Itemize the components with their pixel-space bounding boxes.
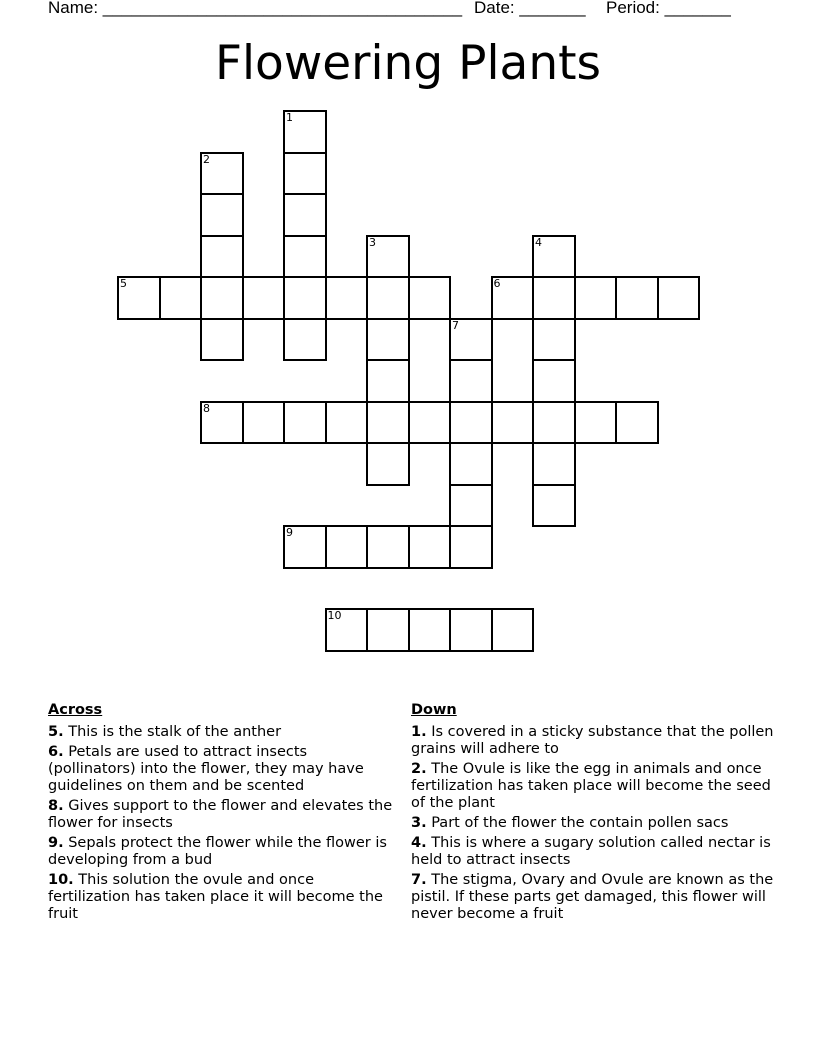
grid-cell[interactable] xyxy=(366,525,410,569)
clue-number: 2 xyxy=(203,152,210,166)
clue-number: 3. xyxy=(411,815,427,831)
grid-cell[interactable] xyxy=(615,276,659,320)
across-clue xyxy=(48,798,398,832)
grid-cell[interactable] xyxy=(283,193,327,237)
clue-number: 7. xyxy=(411,872,427,888)
clue-text: Sepals protect the flower while the flower is developing from a bud xyxy=(48,835,387,868)
grid-cell[interactable] xyxy=(366,276,410,320)
grid-cell[interactable] xyxy=(366,401,410,445)
clue-text: Gives support to the flower and elevates the flower for insects xyxy=(48,798,393,831)
clue-text: Petals are used to attract insects (pollinators) into the flower, they may have guidelines on them and be scented xyxy=(48,744,364,794)
clue-number: 5 xyxy=(120,277,127,290)
down-clue xyxy=(411,835,776,869)
grid-cell[interactable] xyxy=(366,442,410,486)
page-title: Flowering Plants xyxy=(214,36,602,91)
grid-cell[interactable] xyxy=(532,318,576,362)
grid-cell[interactable] xyxy=(532,401,576,445)
clue-number: 6 xyxy=(493,277,501,290)
across-clue xyxy=(48,724,398,741)
clue-text: The Ovule is like the egg in animals and once fertilization has taken place will become the seed of the plant xyxy=(411,761,771,811)
grid-cell[interactable] xyxy=(408,401,452,445)
clue-number: 1 xyxy=(286,111,293,124)
grid-cell[interactable] xyxy=(117,276,161,320)
grid-cell[interactable] xyxy=(449,359,493,403)
clue-text: This is the stalk of the anther xyxy=(68,724,282,740)
clue-text: This solution the ovule and once fertilization has taken place it will become the fruit xyxy=(48,872,383,922)
grid-cell[interactable] xyxy=(574,401,618,445)
across-clue xyxy=(48,835,398,869)
grid-cell[interactable] xyxy=(408,525,452,569)
period-field[interactable]: Period: _______ xyxy=(606,0,731,17)
clue-text: The stigma, Ovary and Ovule are known as the pistil. If these parts get damaged, this flower will never become a fruit xyxy=(411,872,774,922)
down-clue xyxy=(411,761,776,812)
clue-number: 9. xyxy=(48,835,64,851)
clue-number: 10. xyxy=(48,872,74,888)
grid-cell[interactable] xyxy=(408,608,452,652)
clue-number: 4 xyxy=(535,235,542,249)
grid-cell[interactable] xyxy=(491,401,535,445)
across-clue xyxy=(48,744,398,795)
down-heading: Down xyxy=(411,702,457,718)
grid-cell[interactable] xyxy=(325,276,369,320)
grid-cell[interactable] xyxy=(532,235,576,279)
grid-cell[interactable] xyxy=(449,484,493,528)
grid-cell[interactable] xyxy=(491,276,535,320)
grid-cell[interactable] xyxy=(325,401,369,445)
clue-number: 8. xyxy=(48,798,64,814)
clue-number: 10 xyxy=(327,609,342,622)
grid-cell[interactable] xyxy=(283,525,327,569)
grid-cell[interactable] xyxy=(532,276,576,320)
across-clues xyxy=(48,700,398,926)
grid-cell[interactable] xyxy=(366,235,410,279)
clue-number: 8 xyxy=(203,401,210,415)
down-clue xyxy=(411,724,776,758)
grid-cell[interactable] xyxy=(283,235,327,279)
grid-cell[interactable] xyxy=(449,318,493,362)
grid-cell[interactable] xyxy=(200,235,244,279)
across-clue xyxy=(48,872,398,923)
down-clue xyxy=(411,872,776,923)
grid-cell[interactable] xyxy=(408,276,452,320)
grid-cell[interactable] xyxy=(200,318,244,362)
grid-cell[interactable] xyxy=(325,608,369,652)
clue-number: 7 xyxy=(452,318,459,332)
down-clues xyxy=(411,700,776,926)
grid-cell[interactable] xyxy=(283,401,327,445)
grid-cell[interactable] xyxy=(574,276,618,320)
clue-number: 3 xyxy=(369,235,376,249)
grid-cell[interactable] xyxy=(449,608,493,652)
clue-text: This is where a sugary solution called nectar is held to attract insects xyxy=(411,835,771,868)
grid-cell[interactable] xyxy=(283,110,327,154)
grid-cell[interactable] xyxy=(532,484,576,528)
down-clue-list xyxy=(411,724,776,923)
grid-cell[interactable] xyxy=(449,442,493,486)
clue-number: 5. xyxy=(48,724,64,740)
grid-cell[interactable] xyxy=(366,318,410,362)
grid-cell[interactable] xyxy=(449,525,493,569)
grid-cell[interactable] xyxy=(366,608,410,652)
grid-cell[interactable] xyxy=(200,401,244,445)
clue-number: 1. xyxy=(411,724,427,740)
grid-cell[interactable] xyxy=(532,442,576,486)
clue-text: Part of the flower the contain pollen sacs xyxy=(431,815,729,831)
name-field[interactable]: Name: ______________________________________ xyxy=(48,0,463,17)
grid-cell[interactable] xyxy=(242,401,286,445)
grid-cell[interactable] xyxy=(366,359,410,403)
grid-cell[interactable] xyxy=(283,152,327,196)
clue-text: Is covered in a sticky substance that the pollen grains will adhere to xyxy=(411,724,774,757)
grid-cell[interactable] xyxy=(283,276,327,320)
clue-number: 9 xyxy=(286,526,293,539)
grid-cell[interactable] xyxy=(200,193,244,237)
grid-cell[interactable] xyxy=(532,359,576,403)
date-field[interactable]: Date: _______ xyxy=(474,0,586,17)
grid-cell[interactable] xyxy=(242,276,286,320)
grid-cell[interactable] xyxy=(200,276,244,320)
grid-cell[interactable] xyxy=(325,525,369,569)
clue-number: 4. xyxy=(411,835,427,851)
clue-number: 6. xyxy=(48,744,64,760)
grid-cell[interactable] xyxy=(615,401,659,445)
down-clue xyxy=(411,815,776,832)
grid-cell[interactable] xyxy=(200,152,244,196)
across-clue-list xyxy=(48,724,398,923)
clue-number: 2. xyxy=(411,761,427,777)
across-heading: Across xyxy=(48,702,103,718)
grid-cell[interactable] xyxy=(159,276,203,320)
grid-cell[interactable] xyxy=(283,318,327,362)
grid-cell[interactable] xyxy=(449,401,493,445)
grid-cell[interactable] xyxy=(657,276,701,320)
grid-cell[interactable] xyxy=(491,608,535,652)
